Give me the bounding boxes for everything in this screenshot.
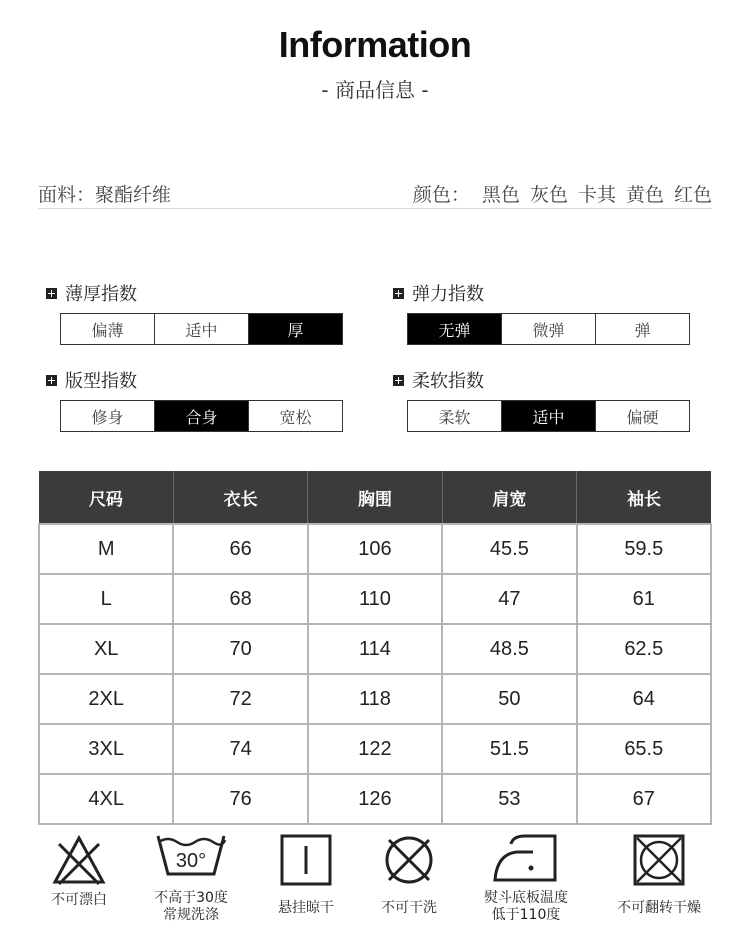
scale-option: 无弹: [408, 314, 502, 344]
scale-option: 修身: [61, 401, 155, 431]
color-list: [413, 180, 712, 207]
table-cell: 53: [442, 774, 576, 824]
care-no-bleach: [24, 832, 134, 909]
bullet-plus-icon: [46, 288, 57, 299]
product-info-line: [38, 178, 712, 209]
no-bleach-icon: [51, 832, 107, 888]
care-no-tumble: [604, 832, 714, 917]
care-label: 不可干洗: [381, 900, 437, 916]
scale-option: 适中: [502, 401, 596, 431]
table-cell: 76: [173, 774, 307, 824]
index-title-label: 版型指数: [65, 371, 137, 392]
scale-option: 厚: [249, 314, 342, 344]
table-row: [39, 524, 711, 574]
bullet-plus-icon: [393, 375, 404, 386]
scale-option: 柔软: [408, 401, 502, 431]
color-option: 卡其: [577, 184, 616, 206]
table-header-cell: 尺码: [39, 471, 173, 524]
table-header-cell: 袖长: [577, 471, 711, 524]
page-title: Information: [278, 24, 472, 65]
care-iron: [471, 832, 581, 924]
table-header-cell: 衣长: [173, 471, 307, 524]
fabric-text: 面料：聚酯纤维: [38, 184, 172, 206]
bullet-plus-icon: [46, 375, 57, 386]
table-cell: 47: [442, 574, 576, 624]
thickness-index: [46, 281, 343, 345]
table-cell: 68: [173, 574, 307, 624]
table-cell: 2XL: [39, 674, 173, 724]
table-row: [39, 724, 711, 774]
thickness-scale: [60, 313, 343, 345]
care-label: 悬挂晾干: [278, 900, 334, 916]
table-row: [39, 674, 711, 724]
table-cell: 45.5: [442, 524, 576, 574]
softness-index-title: [393, 368, 690, 392]
table-row: [39, 574, 711, 624]
scale-option: 合身: [155, 401, 249, 431]
table-cell: 126: [308, 774, 442, 824]
table-header-cell: 肩宽: [442, 471, 576, 524]
scale-option: 偏硬: [626, 407, 659, 427]
softness-index: [393, 368, 690, 432]
page-subtitle: - 商品信息 -: [321, 78, 429, 102]
table-cell: 114: [308, 624, 442, 674]
elasticity-scale: [407, 313, 690, 345]
table-cell: 4XL: [39, 774, 173, 824]
thickness-index-title: [46, 281, 343, 305]
index-title-label: 柔软指数: [412, 371, 484, 392]
table-cell: 64: [577, 674, 711, 724]
color-option: 红色: [673, 184, 712, 206]
table-cell: 65.5: [577, 724, 711, 774]
table-row: [39, 624, 711, 674]
color-option: 灰色: [529, 184, 568, 206]
index-title-label: 薄厚指数: [65, 284, 137, 305]
color-option: 黑色: [481, 184, 520, 206]
no-tumble-dry-icon: [631, 832, 687, 888]
fit-index: [46, 368, 343, 432]
care-label: [471, 890, 581, 924]
care-no-dry-clean: [354, 832, 464, 917]
table-cell: 72: [173, 674, 307, 724]
table-header-cell: 胸围: [308, 471, 442, 524]
table-cell: 74: [173, 724, 307, 774]
care-label-line: 常规洗涤: [163, 907, 219, 923]
color-label: 颜色：: [412, 184, 470, 206]
line-dry-shade-icon: [278, 832, 334, 888]
care-label-line: 熨斗底板温度: [484, 890, 568, 906]
elasticity-index-title: [393, 281, 690, 305]
size-table: [38, 471, 712, 825]
color-option: 黄色: [625, 184, 664, 206]
table-cell: 70: [173, 624, 307, 674]
fit-index-title: [46, 368, 343, 392]
care-label: 不可翻转干燥: [617, 900, 701, 916]
iron-icon: [491, 832, 561, 884]
scale-option: 适中: [155, 314, 249, 344]
care-label: 不可漂白: [51, 892, 107, 908]
index-title-label: 弹力指数: [412, 284, 484, 305]
wash-temp-text: 30°: [175, 850, 207, 872]
care-label-line: 不高于30度: [154, 890, 228, 906]
table-cell: 51.5: [442, 724, 576, 774]
no-dry-clean-icon: [381, 832, 437, 888]
table-cell: 61: [577, 574, 711, 624]
table-cell: 50: [442, 674, 576, 724]
table-cell: 3XL: [39, 724, 173, 774]
care-label: [136, 890, 246, 924]
fit-scale: [60, 400, 343, 432]
care-wash-30: [136, 832, 246, 924]
table-cell: 66: [173, 524, 307, 574]
softness-scale: [407, 400, 690, 432]
table-cell: XL: [39, 624, 173, 674]
table-header-row: [39, 471, 711, 524]
table-cell: 67: [577, 774, 711, 824]
elasticity-index: [393, 281, 690, 345]
table-cell: 110: [308, 574, 442, 624]
table-cell: 48.5: [442, 624, 576, 674]
table-cell: 62.5: [577, 624, 711, 674]
wash-30-icon: [155, 832, 227, 878]
bullet-plus-icon: [393, 288, 404, 299]
scale-option: 弹: [634, 320, 651, 340]
table-cell: 106: [308, 524, 442, 574]
table-cell: 118: [308, 674, 442, 724]
care-label-line: 低于110度: [491, 907, 561, 923]
table-cell: 122: [308, 724, 442, 774]
scale-option: 微弹: [502, 314, 596, 344]
scale-option: 偏薄: [61, 314, 155, 344]
care-line-dry: [251, 832, 361, 917]
table-cell: L: [39, 574, 173, 624]
table-row: [39, 774, 711, 824]
table-cell: 59.5: [577, 524, 711, 574]
scale-option: 宽松: [279, 407, 312, 427]
table-cell: M: [39, 524, 173, 574]
